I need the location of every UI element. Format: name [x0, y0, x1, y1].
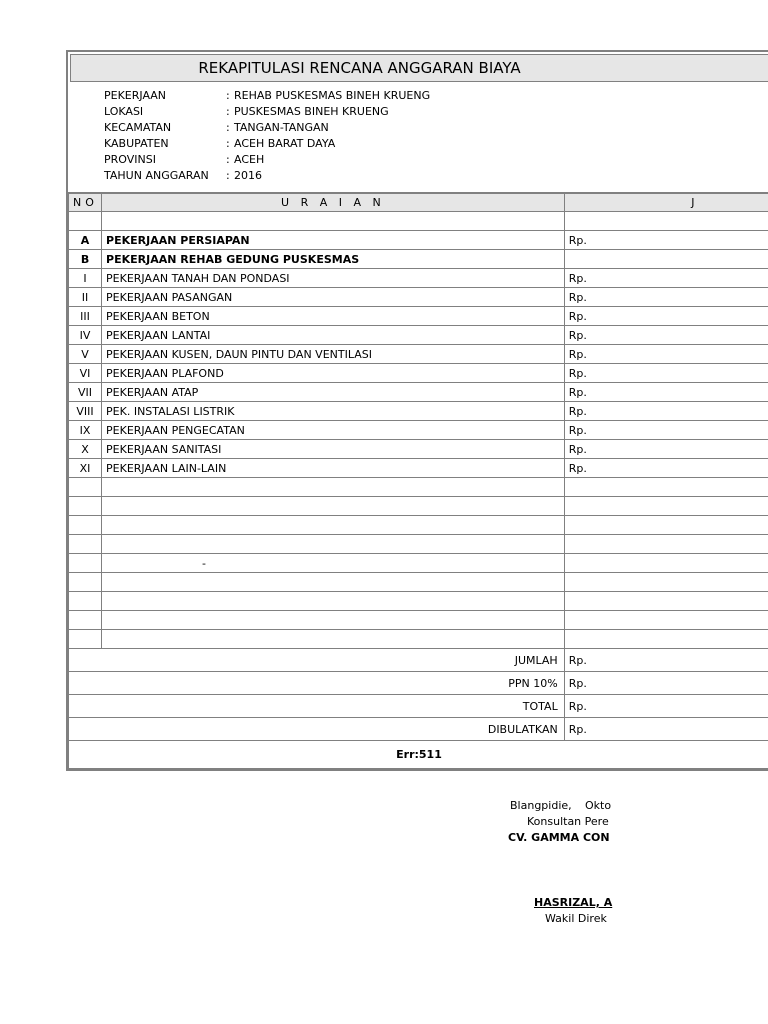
row-no: VIII	[69, 402, 102, 421]
empty-row	[69, 478, 768, 497]
row-rp: Rp.	[564, 288, 768, 307]
info-separator: :	[226, 153, 230, 166]
row-no: B	[69, 250, 102, 269]
row-rp: Rp.	[564, 459, 768, 478]
row-no: III	[69, 307, 102, 326]
signer-name: HASRIZAL, A	[534, 896, 613, 909]
row-uraian: PEKERJAAN LAIN-LAIN	[102, 459, 565, 478]
row-rp: Rp.	[564, 345, 768, 364]
summary-row-dibulatkan	[69, 718, 768, 741]
summary-label: TOTAL	[69, 695, 565, 718]
row-no: IV	[69, 326, 102, 345]
row-no: VI	[69, 364, 102, 383]
table-cell	[564, 611, 768, 630]
info-separator: :	[226, 121, 230, 134]
row-no: IX	[69, 421, 102, 440]
header-jumlah: J	[564, 194, 768, 212]
table-cell	[102, 212, 565, 231]
table-cell	[69, 535, 102, 554]
summary-rp: Rp.	[564, 695, 768, 718]
table-cell	[102, 478, 565, 497]
budget-table	[68, 193, 768, 769]
empty-row	[69, 554, 768, 573]
table-row	[69, 307, 768, 326]
row-uraian: PEKERJAAN BETON	[102, 307, 565, 326]
table-row	[69, 459, 768, 478]
place-date: Blangpidie,	[510, 799, 572, 812]
table-row	[69, 269, 768, 288]
table-row	[69, 288, 768, 307]
row-uraian: PEKERJAAN KUSEN, DAUN PINTU DAN VENTILASI	[102, 345, 565, 364]
document-title: REKAPITULASI RENCANA ANGGARAN BIAYA	[70, 54, 768, 82]
table-cell	[564, 516, 768, 535]
signer-position: Wakil Direk	[545, 912, 607, 925]
summary-rp: Rp.	[564, 672, 768, 695]
table-header-row	[69, 194, 768, 212]
table-row	[69, 345, 768, 364]
summary-label: JUMLAH	[69, 649, 565, 672]
error-row	[69, 741, 768, 769]
empty-row	[69, 573, 768, 592]
info-value: REHAB PUSKESMAS BINEH KRUENG	[234, 89, 431, 102]
row-rp: Rp.	[564, 440, 768, 459]
table-row	[69, 440, 768, 459]
table-cell	[69, 573, 102, 592]
summary-rp: Rp.	[564, 649, 768, 672]
date-month: Okto	[585, 799, 612, 812]
info-value: ACEH BARAT DAYA	[234, 137, 336, 150]
error-value: Err:511	[69, 741, 768, 769]
header-uraian: U R A I A N	[102, 194, 565, 212]
empty-row	[69, 630, 768, 649]
table-row	[69, 383, 768, 402]
info-value: 2016	[234, 169, 262, 182]
table-cell	[564, 592, 768, 611]
table-cell	[102, 516, 565, 535]
table-cell	[564, 630, 768, 649]
table-cell	[102, 573, 565, 592]
row-rp: Rp.	[564, 364, 768, 383]
info-label: LOKASI	[104, 105, 144, 118]
rab-sheet	[66, 50, 768, 771]
row-uraian: PEKERJAAN ATAP	[102, 383, 565, 402]
row-uraian: PEKERJAAN PLAFOND	[102, 364, 565, 383]
info-separator: :	[226, 89, 230, 102]
table-cell	[69, 630, 102, 649]
table-cell	[102, 497, 565, 516]
table-cell	[102, 592, 565, 611]
row-uraian: PEKERJAAN PASANGAN	[102, 288, 565, 307]
table-cell	[69, 478, 102, 497]
info-separator: :	[226, 105, 230, 118]
empty-row	[69, 592, 768, 611]
table-row	[69, 364, 768, 383]
empty-row	[69, 497, 768, 516]
table-row	[69, 250, 768, 269]
table-cell	[564, 535, 768, 554]
summary-row-total	[69, 695, 768, 718]
header-no: NO	[69, 194, 102, 212]
row-no: XI	[69, 459, 102, 478]
spacer-row	[69, 212, 768, 231]
row-uraian: PEKERJAAN LANTAI	[102, 326, 565, 345]
row-rp: Rp.	[564, 231, 768, 250]
row-rp: Rp.	[564, 402, 768, 421]
summary-label: DIBULATKAN	[69, 718, 565, 741]
table-cell	[564, 554, 768, 573]
row-no: I	[69, 269, 102, 288]
table-cell	[69, 554, 102, 573]
table-row	[69, 421, 768, 440]
company-name: CV. GAMMA CON	[508, 831, 610, 844]
info-value: ACEH	[234, 153, 265, 166]
row-rp	[564, 250, 768, 269]
info-value: TANGAN-TANGAN	[234, 121, 329, 134]
row-uraian: PEKERJAAN SANITASI	[102, 440, 565, 459]
row-rp: Rp.	[564, 307, 768, 326]
summary-row-ppn	[69, 672, 768, 695]
info-label: TAHUN ANGGARAN	[104, 169, 209, 182]
project-info	[68, 82, 768, 193]
summary-row-jumlah	[69, 649, 768, 672]
row-uraian: PEKERJAAN TANAH DAN PONDASI	[102, 269, 565, 288]
row-no: X	[69, 440, 102, 459]
table-cell	[69, 516, 102, 535]
row-uraian: PEKERJAAN PERSIAPAN	[102, 231, 565, 250]
info-separator: :	[226, 137, 230, 150]
table-cell	[564, 212, 768, 231]
dash-cell: -	[102, 554, 565, 573]
summary-label: PPN 10%	[69, 672, 565, 695]
table-row	[69, 231, 768, 250]
table-cell	[102, 535, 565, 554]
signer-role: Konsultan Pere	[527, 815, 609, 828]
table-cell	[564, 478, 768, 497]
row-uraian: PEKERJAAN REHAB GEDUNG PUSKESMAS	[102, 250, 565, 269]
table-cell	[564, 573, 768, 592]
table-row	[69, 326, 768, 345]
info-label: KABUPATEN	[104, 137, 169, 150]
row-no: V	[69, 345, 102, 364]
row-uraian: PEKERJAAN PENGECATAN	[102, 421, 565, 440]
row-uraian: PEK. INSTALASI LISTRIK	[102, 402, 565, 421]
info-label: PEKERJAAN	[104, 89, 167, 102]
table-cell	[69, 212, 102, 231]
table-row	[69, 402, 768, 421]
table-cell	[564, 497, 768, 516]
summary-rp: Rp.	[564, 718, 768, 741]
row-no: II	[69, 288, 102, 307]
empty-row	[69, 516, 768, 535]
info-label: KECAMATAN	[104, 121, 172, 134]
row-rp: Rp.	[564, 269, 768, 288]
row-rp: Rp.	[564, 326, 768, 345]
table-cell	[69, 497, 102, 516]
row-rp: Rp.	[564, 421, 768, 440]
row-no: A	[69, 231, 102, 250]
table-cell	[69, 592, 102, 611]
table-cell	[69, 611, 102, 630]
empty-row	[69, 535, 768, 554]
table-cell	[102, 611, 565, 630]
empty-row	[69, 611, 768, 630]
table-cell	[102, 630, 565, 649]
row-no: VII	[69, 383, 102, 402]
info-separator: :	[226, 169, 230, 182]
row-rp: Rp.	[564, 383, 768, 402]
info-label: PROVINSI	[104, 153, 156, 166]
info-value: PUSKESMAS BINEH KRUENG	[234, 105, 389, 118]
